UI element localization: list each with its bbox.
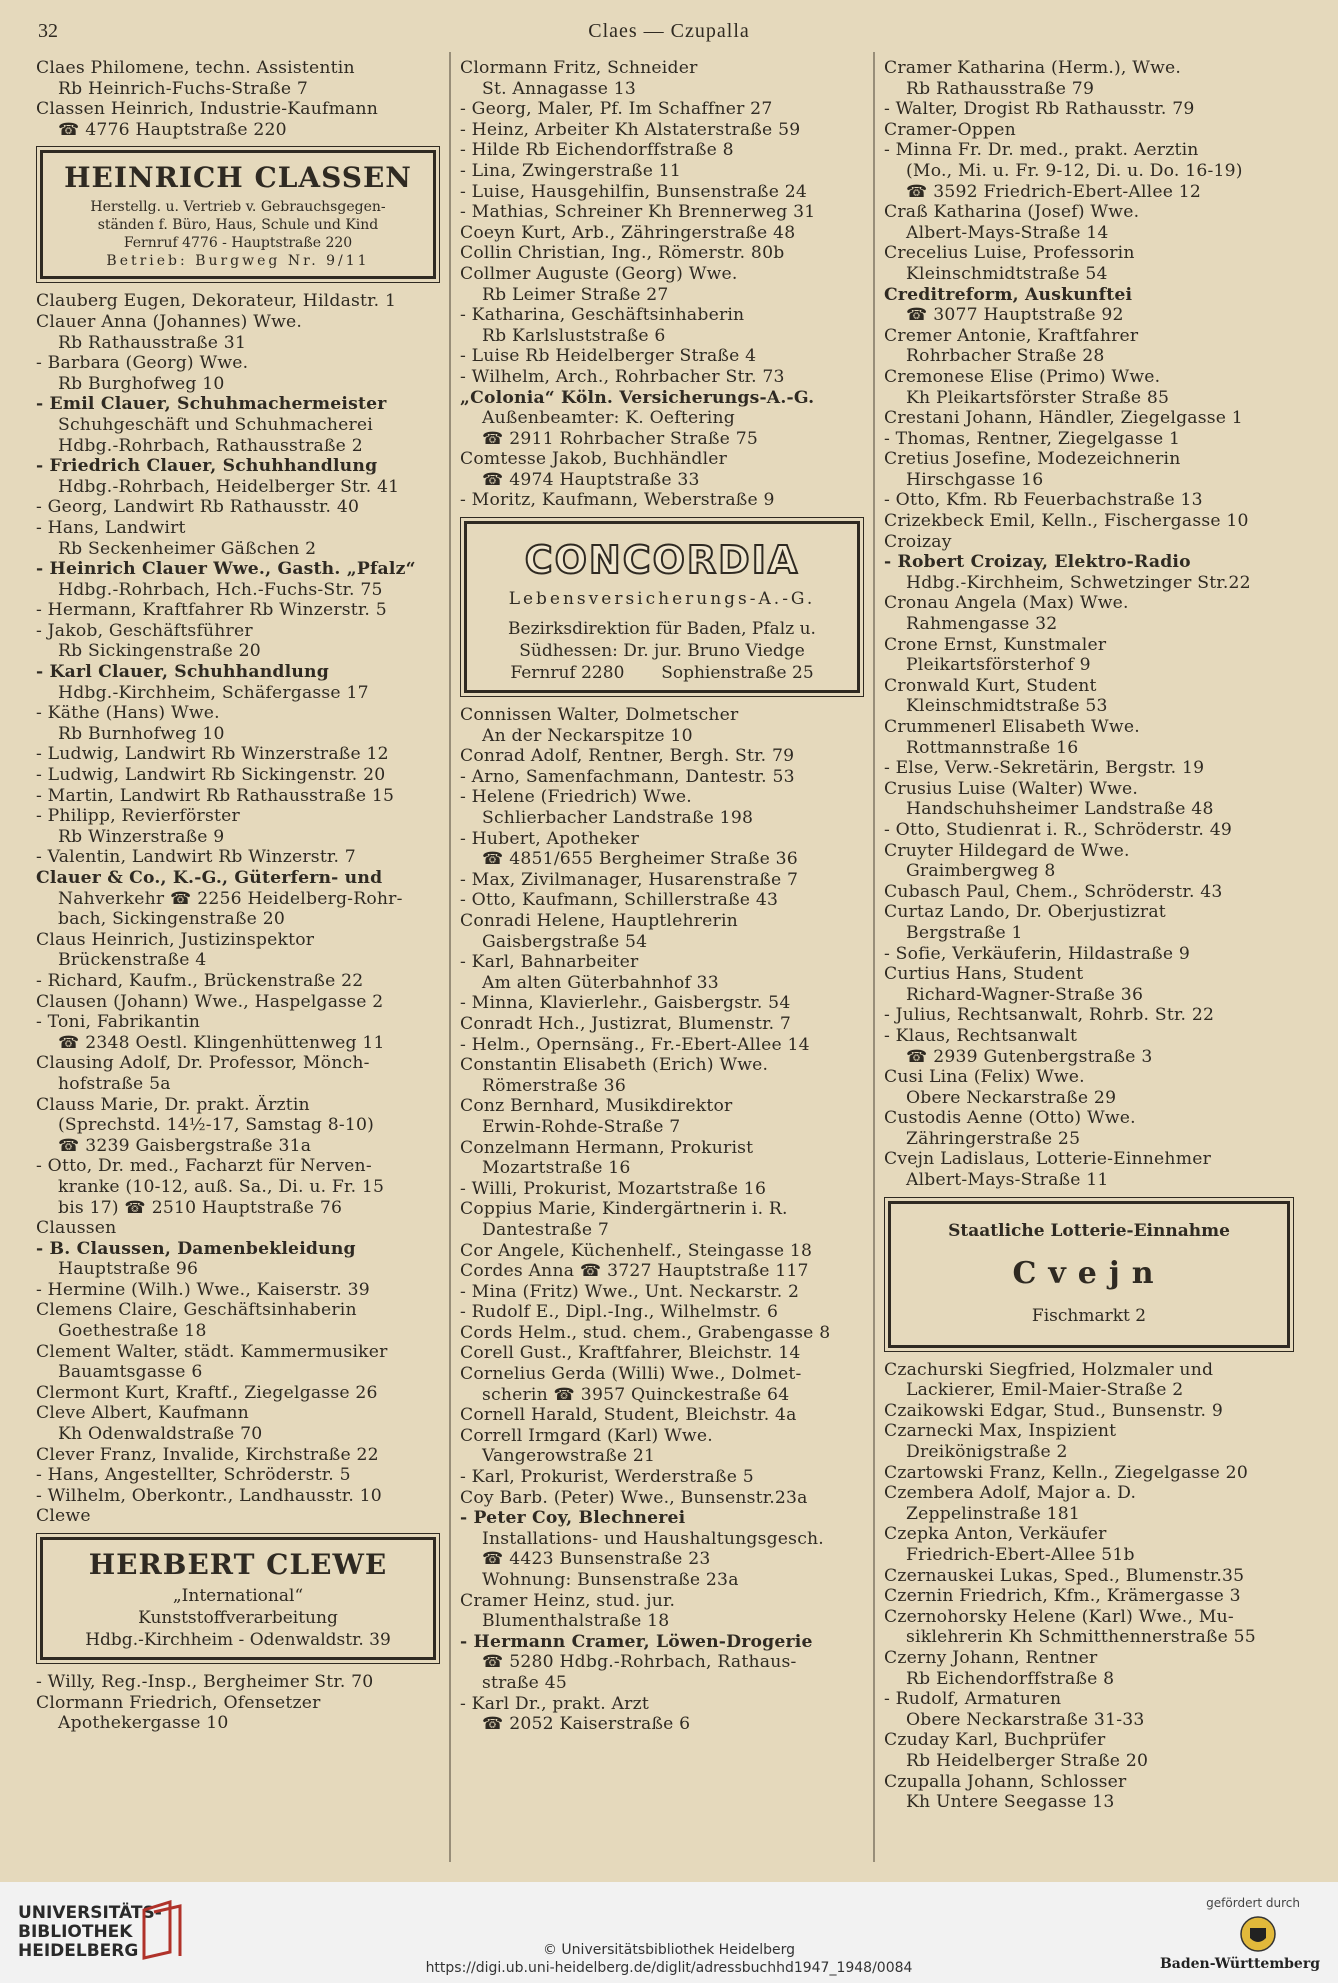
directory-entry-line: Rb Seckenheimer Gäßchen 2: [58, 538, 317, 559]
directory-entry-line: Czernohorsky Helene (Karl) Wwe., Mu-: [884, 1606, 1234, 1627]
directory-entry-line: Cronau Angela (Max) Wwe.: [884, 593, 1129, 614]
directory-entry-line: - Minna Fr. Dr. med., prakt. Aerztin: [884, 140, 1199, 161]
directory-entry-line: Collin Christian, Ing., Römerstr. 80b: [460, 243, 785, 264]
directory-entry-line: Curtius Hans, Student: [884, 964, 1084, 985]
directory-entry-line: - Hans, Landwirt: [36, 517, 186, 538]
ad-concordia: [464, 521, 860, 693]
directory-entry-line: Rb Burghofweg 10: [58, 373, 225, 394]
ad-heinrich-classen: [40, 150, 436, 279]
directory-entry-line: - Ludwig, Landwirt Rb Sickingenstr. 20: [36, 765, 386, 786]
directory-entry-line: Hdbg.-Rohrbach, Heidelberger Str. 41: [58, 476, 400, 497]
directory-entry-line: Apothekergasse 10: [58, 1713, 229, 1734]
directory-entry-line: Rottmannstraße 16: [906, 737, 1079, 758]
directory-entry-line: Cramer-Oppen: [884, 119, 1016, 140]
directory-entry-line: ☎ 4423 Bunsenstraße 23: [482, 1549, 711, 1570]
entry-list: [460, 705, 864, 1735]
directory-entry-line: Czuday Karl, Buchprüfer: [884, 1730, 1106, 1751]
directory-entry-line: Kleinschmidtstraße 53: [906, 696, 1108, 717]
directory-entry-line: - Jakob, Geschäftsführer: [36, 620, 253, 641]
directory-entry-line: Cleve Albert, Kaufmann: [36, 1403, 249, 1424]
directory-entry-line: - Rudolf E., Dipl.-Ing., Wilhelmstr. 6: [460, 1302, 779, 1323]
directory-entry-line: Obere Neckarstraße 31-33: [906, 1709, 1145, 1730]
ad-text: Sophienstraße 25: [661, 663, 814, 684]
directory-entry-line: Hdbg.-Rohrbach, Rathausstraße 2: [58, 435, 363, 456]
directory-entry-line: - Heinrich Clauer Wwe., Gasth. „Pfalz“: [36, 559, 416, 580]
directory-entry-line: Crusius Luise (Walter) Wwe.: [884, 778, 1139, 799]
directory-entry-line: Creditreform, Auskunftei: [884, 284, 1133, 305]
directory-entry-line: Cremer Antonie, Kraftfahrer: [884, 325, 1139, 346]
entry-list: [36, 58, 440, 140]
directory-entry-line: - Barbara (Georg) Wwe.: [36, 353, 249, 374]
directory-entry-line: - Hans, Angestellter, Schröderstr. 5: [36, 1465, 351, 1486]
directory-entry-line: Czembera Adolf, Major a. D.: [884, 1483, 1137, 1504]
directory-entry-line: Claus Heinrich, Justizinspektor: [36, 929, 315, 950]
directory-entry-line: - Peter Coy, Blechnerei: [460, 1508, 686, 1529]
ad-herbert-clewe: [40, 1537, 436, 1660]
directory-entry-line: Goethestraße 18: [58, 1321, 207, 1342]
directory-entry-line: Comtesse Jakob, Buchhändler: [460, 449, 728, 470]
directory-entry-line: - Max, Zivilmanager, Husarenstraße 7: [460, 869, 799, 890]
directory-entry-line: Hauptstraße 96: [58, 1259, 199, 1280]
directory-entry-line: Cornelius Gerda (Willi) Wwe., Dolmet-: [460, 1364, 802, 1385]
directory-entry-line: - Lina, Zwingerstraße 11: [460, 160, 682, 181]
ad-text: „International“: [172, 1586, 304, 1606]
directory-entry-line: Cords Helm., stud. chem., Grabengasse 8: [460, 1322, 831, 1343]
directory-entry-line: Claes Philomene, techn. Assistentin: [36, 58, 355, 78]
ad-text: Staatliche Lotterie-Einnahme: [948, 1220, 1230, 1241]
directory-entry-line: Rb Heinrich-Fuchs-Straße 7: [58, 78, 309, 99]
directory-entry-line: Coeyn Kurt, Arb., Zähringerstraße 48: [460, 222, 796, 243]
ad-title: Cvejn: [1012, 1255, 1166, 1291]
directory-entry-line: Clement Walter, städt. Kammermusiker: [36, 1341, 388, 1362]
directory-entry-line: Constantin Elisabeth (Erich) Wwe.: [460, 1055, 769, 1076]
ad-title: HERBERT CLEWE: [88, 1548, 388, 1581]
directory-entry-line: „Colonia“ Köln. Versicherungs-A.-G.: [460, 387, 815, 408]
directory-entry-line: Hdbg.-Rohrbach, Hch.-Fuchs-Str. 75: [58, 579, 383, 600]
directory-entry-line: Custodis Aenne (Otto) Wwe.: [884, 1108, 1136, 1129]
directory-entry-line: straße 45: [482, 1672, 567, 1693]
directory-entry-line: Crummenerl Elisabeth Wwe.: [884, 717, 1140, 737]
ad-title: HEINRICH CLASSEN: [64, 161, 412, 195]
directory-entry-line: Czerny Johann, Rentner: [884, 1647, 1098, 1668]
directory-entry-line: ☎ 3592 Friedrich-Ebert-Allee 12: [906, 181, 1202, 202]
directory-entry-line: Rb Heidelberger Straße 20: [906, 1750, 1149, 1771]
directory-entry-line: Rb Winzerstraße 9: [58, 826, 225, 847]
directory-entry-line: - Robert Croizay, Elektro-Radio: [884, 552, 1191, 573]
footer: [0, 1882, 1338, 1983]
directory-entry-line: Lackierer, Emil-Maier-Straße 2: [906, 1380, 1184, 1401]
directory-entry-line: Conz Bernhard, Musikdirektor: [460, 1096, 733, 1117]
directory-entry-line: Cremonese Elise (Primo) Wwe.: [884, 366, 1161, 387]
directory-entry-line: Crizekbeck Emil, Kelln., Fischergasse 10: [884, 511, 1249, 532]
directory-entry-line: - Minna, Klavierlehr., Gaisbergstr. 54: [460, 993, 791, 1014]
directory-entry-line: Kh Odenwaldstraße 70: [58, 1424, 263, 1445]
sponsor-label: Baden-Württemberg: [1159, 1956, 1320, 1972]
directory-entry-line: Crone Ernst, Kunstmaler: [884, 634, 1107, 655]
directory-entry-line: Clausing Adolf, Dr. Professor, Mönch-: [36, 1053, 370, 1074]
directory-entry-line: - Otto, Kaufmann, Schillerstraße 43: [460, 890, 779, 911]
directory-entry-line: siklehrerin Kh Schmitthennerstraße 55: [906, 1627, 1256, 1648]
directory-entry-line: Cornell Harald, Student, Bleichstr. 4a: [460, 1405, 797, 1426]
directory-entry-line: Hdbg.-Kirchheim, Schäfergasse 17: [58, 682, 369, 703]
directory-entry-line: Clauss Marie, Dr. prakt. Ärztin: [36, 1094, 310, 1115]
directory-entry-line: - Luise Rb Heidelberger Straße 4: [460, 346, 757, 367]
logo-text: UNIVERSITÄTS-: [18, 1903, 162, 1923]
directory-entry-line: Czupalla Johann, Schlosser: [884, 1771, 1127, 1792]
ad-text: Betrieb: Burgweg Nr. 9/11: [106, 253, 370, 270]
directory-entry-line: (Mo., Mi. u. Fr. 9-12, Di. u. Do. 16-19): [906, 160, 1243, 181]
funded-by-label: gefördert durch: [1206, 1896, 1300, 1910]
ad-text: Lebensversicherungs-A.-G.: [508, 589, 816, 610]
directory-entry-line: - Ludwig, Landwirt Rb Winzerstraße 12: [36, 744, 389, 765]
entry-list: [884, 58, 1294, 1191]
directory-entry-line: Bauamtsgasse 6: [58, 1362, 203, 1383]
directory-entry-line: bach, Sickingenstraße 20: [58, 909, 285, 930]
directory-entry-line: ☎ 4851/655 Bergheimer Straße 36: [482, 849, 798, 870]
directory-entry-line: St. Annagasse 13: [482, 78, 637, 99]
page-number: 32: [38, 20, 58, 42]
directory-entry-line: Rohrbacher Straße 28: [906, 346, 1105, 367]
directory-entry-line: - Valentin, Landwirt Rb Winzerstr. 7: [36, 847, 356, 868]
directory-entry-line: - Rudolf, Armaturen: [884, 1689, 1062, 1710]
directory-entry-line: ☎ 3077 Hauptstraße 92: [906, 305, 1124, 326]
directory-entry-line: Czachurski Siegfried, Holzmaler und: [884, 1359, 1214, 1380]
directory-entry-line: Pleikartsförsterhof 9: [906, 655, 1091, 676]
directory-entry-line: Handschuhsheimer Landstraße 48: [906, 799, 1214, 820]
directory-entry-line: Coy Barb. (Peter) Wwe., Bunsenstr.23a: [460, 1487, 808, 1508]
directory-entry-line: Conradi Helene, Hauptlehrerin: [460, 911, 738, 931]
directory-entry-line: - Willy, Reg.-Insp., Bergheimer Str. 70: [36, 1672, 374, 1692]
directory-entry-line: Hdbg.-Kirchheim, Schwetzinger Str.22: [906, 572, 1251, 593]
directory-entry-line: Crecelius Luise, Professorin: [884, 243, 1135, 264]
directory-entry-line: ☎ 4974 Hauptstraße 33: [482, 469, 700, 490]
directory-entry-line: - Otto, Dr. med., Facharzt für Nerven-: [36, 1156, 372, 1177]
directory-entry-line: Collmer Auguste (Georg) Wwe.: [460, 263, 738, 284]
ad-text: Hdbg.-Kirchheim - Odenwaldstr. 39: [85, 1630, 391, 1650]
directory-entry-line: Rb Rathausstraße 31: [58, 332, 247, 353]
directory-entry-line: Czaikowski Edgar, Stud., Bunsenstr. 9: [884, 1400, 1223, 1421]
directory-entry-line: Czepka Anton, Verkäufer: [884, 1524, 1107, 1545]
directory-entry-line: ☎ 2348 Oestl. Klingenhüttenweg 11: [58, 1032, 385, 1053]
directory-entry-line: Czartowski Franz, Kelln., Ziegelgasse 20: [884, 1462, 1248, 1483]
directory-entry-line: (Sprechstd. 14½-17, Samstag 8-10): [58, 1115, 375, 1136]
directory-entry-line: ☎ 2911 Rohrbacher Straße 75: [482, 428, 758, 449]
directory-entry-line: Schuhgeschäft und Schuhmacherei: [58, 414, 373, 435]
directory-entry-line: Rb Rathausstraße 79: [906, 78, 1095, 99]
directory-entry-line: Cronwald Kurt, Student: [884, 675, 1097, 696]
permalink[interactable]: https://digi.ub.uni-heidelberg.de/diglit/adressbuchhd1947_1948/0084: [425, 1960, 913, 1976]
column-1: [36, 58, 440, 1734]
directory-entry-line: Am alten Güterbahnhof 33: [482, 972, 719, 993]
page-title: Claes — Czupalla: [588, 20, 750, 42]
directory-entry-line: Installations- und Haushaltungsgesch.: [482, 1528, 824, 1549]
directory-entry-line: Czarnecki Max, Inspizient: [884, 1421, 1117, 1442]
ad-text: Kunststoffverarbeitung: [138, 1608, 338, 1628]
directory-entry-line: Clauer Anna (Johannes) Wwe.: [36, 311, 303, 332]
directory-entry-line: Richard-Wagner-Straße 36: [906, 984, 1144, 1005]
entry-list: [884, 1360, 1294, 1813]
directory-entry-line: - Luise, Hausgehilfin, Bunsenstraße 24: [460, 181, 807, 202]
directory-entry-line: Clormann Friedrich, Ofensetzer: [36, 1692, 321, 1713]
directory-entry-line: Cretius Josefine, Modezeichnerin: [884, 449, 1181, 470]
directory-entry-line: Correll Irmgard (Karl) Wwe.: [460, 1425, 713, 1446]
directory-entry-line: Cusi Lina (Felix) Wwe.: [884, 1067, 1085, 1088]
logo-text: BIBLIOTHEK: [18, 1922, 133, 1942]
directory-entry-line: Claussen: [36, 1218, 117, 1239]
directory-entry-line: - Käthe (Hans) Wwe.: [36, 703, 220, 724]
directory-entry-line: Kleinschmidtstraße 54: [906, 263, 1108, 284]
directory-entry-line: Gaisbergstraße 54: [482, 931, 648, 952]
directory-entry-line: - Wilhelm, Oberkontr., Landhausstr. 10: [36, 1485, 382, 1506]
directory-entry-line: - Else, Verw.-Sekretärin, Bergstr. 19: [884, 758, 1205, 779]
directory-entry-line: - Moritz, Kaufmann, Weberstraße 9: [460, 490, 775, 511]
directory-entry-line: Friedrich-Ebert-Allee 51b: [906, 1545, 1135, 1565]
directory-entry-line: - Karl, Prokurist, Werderstraße 5: [460, 1467, 754, 1488]
directory-entry-line: Croizay: [884, 531, 952, 552]
directory-entry-line: Brückenstraße 4: [58, 950, 207, 971]
directory-entry-line: Erwin-Rohde-Straße 7: [482, 1116, 681, 1137]
directory-entry-line: - Hubert, Apotheker: [460, 828, 640, 849]
directory-entry-line: - Toni, Fabrikantin: [36, 1012, 200, 1033]
page-header: [0, 16, 1338, 46]
directory-entry-line: - Sofie, Verkäuferin, Hildastraße 9: [884, 943, 1191, 964]
directory-entry-line: Kh Pleikartsförster Straße 85: [906, 387, 1170, 408]
directory-entry-line: - Richard, Kaufm., Brückenstraße 22: [36, 970, 364, 991]
ad-text: Bezirksdirektion für Baden, Pfalz u.: [508, 619, 816, 640]
directory-entry-line: - Arno, Samenfachmann, Dantestr. 53: [460, 766, 795, 787]
directory-entry-line: Vangerowstraße 21: [482, 1446, 656, 1467]
directory-entry-line: Cvejn Ladislaus, Lotterie-Einnehmer: [884, 1149, 1211, 1170]
directory-entry-line: hofstraße 5a: [58, 1073, 171, 1094]
directory-entry-line: Cubasch Paul, Chem., Schröderstr. 43: [884, 881, 1223, 902]
directory-entry-line: - Karl Clauer, Schuhhandlung: [36, 662, 329, 683]
directory-entry-line: Außenbeamter: K. Oeftering: [482, 408, 735, 429]
directory-entry-line: Bergstraße 1: [906, 922, 1023, 943]
ad-text: Fernruf 2280: [510, 663, 625, 684]
ad-cvejn: [888, 1201, 1290, 1348]
directory-entry-line: Mozartstraße 16: [482, 1158, 631, 1179]
directory-entry-line: Conradt Hch., Justizrat, Blumenstr. 7: [460, 1013, 792, 1034]
logo-text: HEIDELBERG: [18, 1941, 139, 1961]
directory-entry-line: Hirschgasse 16: [906, 469, 1044, 490]
directory-entry-line: - Heinz, Arbeiter Kh Alstaterstraße 59: [460, 119, 801, 140]
directory-entry-line: Czernin Friedrich, Kfm., Krämergasse 3: [884, 1586, 1241, 1607]
column-rule: [449, 52, 451, 1862]
directory-entry-line: An der Neckarspitze 10: [482, 725, 693, 746]
directory-entry-line: ☎ 4776 Hauptstraße 220: [58, 119, 287, 140]
directory-entry-line: - Mathias, Schreiner Kh Brennerweg 31: [460, 202, 816, 223]
entry-list: [36, 291, 440, 1527]
directory-entry-line: - Wilhelm, Arch., Rohrbacher Str. 73: [460, 366, 785, 387]
directory-entry-line: - Martin, Landwirt Rb Rathausstraße 15: [36, 785, 395, 806]
directory-entry-line: ☎ 3239 Gaisbergstraße 31a: [58, 1135, 312, 1156]
directory-entry-line: Rb Burnhofweg 10: [58, 723, 225, 744]
directory-entry-line: Clermont Kurt, Kraftf., Ziegelgasse 26: [36, 1382, 378, 1403]
ad-logo: CONCORDIA: [524, 538, 800, 583]
directory-entry-line: Cramer Heinz, stud. jur.: [460, 1590, 676, 1611]
directory-entry-line: ☎ 5280 Hdbg.-Rohrbach, Rathaus-: [482, 1652, 797, 1673]
directory-entry-line: - Friedrich Clauer, Schuhhandlung: [36, 456, 378, 477]
directory-entry-line: Nahverkehr ☎ 2256 Heidelberg-Rohr-: [58, 888, 403, 909]
directory-entry-line: Schlierbacher Landstraße 198: [482, 808, 754, 829]
directory-entry-line: Zeppelinstraße 181: [906, 1503, 1081, 1524]
directory-entry-line: - Emil Clauer, Schuhmachermeister: [36, 394, 387, 415]
directory-entry-line: Connissen Walter, Dolmetscher: [460, 705, 739, 726]
directory-entry-line: Clemens Claire, Geschäftsinhaberin: [36, 1300, 357, 1321]
directory-entry-line: Crestani Johann, Händler, Ziegelgasse 1: [884, 408, 1243, 429]
directory-entry-line: - Helene (Friedrich) Wwe.: [460, 787, 692, 808]
directory-entry-line: - Willi, Prokurist, Mozartstraße 16: [460, 1178, 767, 1199]
directory-entry-line: Albert-Mays-Straße 11: [906, 1170, 1109, 1191]
directory-entry-line: - Julius, Rechtsanwalt, Rohrb. Str. 22: [884, 1005, 1215, 1026]
directory-entry-line: ☎ 2939 Gutenbergstraße 3: [906, 1046, 1153, 1067]
entry-list: [460, 58, 864, 511]
copyright-notice: © Universitätsbibliothek Heidelberg: [542, 1942, 795, 1958]
directory-entry-line: Rb Sickingenstraße 20: [58, 641, 261, 662]
directory-entry-line: Rb Karlsluststraße 6: [482, 325, 666, 346]
directory-entry-line: - Walter, Drogist Rb Rathausstr. 79: [884, 99, 1195, 120]
directory-entry-line: - Katharina, Geschäftsinhaberin: [460, 305, 745, 326]
ad-text: Herstellg. u. Vertrieb v. Gebrauchsgegen-: [90, 199, 386, 216]
directory-entry-line: - Karl, Bahnarbeiter: [460, 952, 639, 973]
directory-entry-line: Dreikönigstraße 2: [906, 1442, 1068, 1463]
directory-entry-line: Albert-Mays-Straße 14: [906, 222, 1109, 243]
directory-entry-line: Cordes Anna ☎ 3727 Hauptstraße 117: [460, 1261, 809, 1282]
directory-entry-line: Coppius Marie, Kindergärtnerin i. R.: [460, 1199, 788, 1220]
directory-entry-line: - Philipp, Revierförster: [36, 806, 240, 827]
directory-entry-line: Clever Franz, Invalide, Kirchstraße 22: [36, 1444, 379, 1465]
directory-entry-line: bis 17) ☎ 2510 Hauptstraße 76: [58, 1197, 343, 1218]
directory-entry-line: Clormann Fritz, Schneider: [460, 58, 698, 78]
ad-text: Fischmarkt 2: [1031, 1305, 1147, 1326]
directory-entry-line: Rb Leimer Straße 27: [482, 284, 669, 305]
directory-entry-line: Clausen (Johann) Wwe., Haspelgasse 2: [36, 991, 384, 1012]
directory-entry-line: Wohnung: Bunsenstraße 23a: [482, 1570, 739, 1590]
directory-entry-line: Rahmengasse 32: [906, 614, 1058, 635]
directory-entry-line: - Hermine (Wilh.) Wwe., Kaiserstr. 39: [36, 1279, 370, 1300]
column-2: [460, 58, 864, 1735]
directory-entry-line: - Klaus, Rechtsanwalt: [884, 1025, 1078, 1046]
directory-entry-line: - Georg, Maler, Pf. Im Schaffner 27: [460, 99, 773, 120]
directory-entry-line: scherin ☎ 3957 Quinckestraße 64: [482, 1384, 790, 1405]
directory-entry-line: - Mina (Fritz) Wwe., Unt. Neckarstr. 2: [460, 1281, 800, 1302]
directory-entry-line: - Hermann, Kraftfahrer Rb Winzerstr. 5: [36, 600, 387, 621]
directory-entry-line: - Helm., Opernsäng., Fr.-Ebert-Allee 14: [460, 1034, 810, 1055]
directory-entry-line: Obere Neckarstraße 29: [906, 1087, 1117, 1108]
directory-entry-line: - Georg, Landwirt Rb Rathausstr. 40: [36, 497, 360, 518]
directory-entry-line: - Thomas, Rentner, Ziegelgasse 1: [884, 428, 1181, 449]
ad-text: Fernruf 4776 - Hauptstraße 220: [123, 235, 353, 252]
directory-entry-line: Rb Eichendorffstraße 8: [906, 1668, 1115, 1689]
ad-text: Südhessen: Dr. jur. Bruno Viedge: [519, 641, 805, 662]
directory-entry-line: Czernauskei Lukas, Sped., Blumenstr.35: [884, 1565, 1245, 1586]
directory-entry-line: - Hilde Rb Eichendorffstraße 8: [460, 140, 734, 161]
directory-entry-line: Clauberg Eugen, Dekorateur, Hildastr. 1: [36, 291, 397, 312]
directory-entry-line: Kh Untere Seegasse 13: [906, 1792, 1115, 1813]
directory-entry-line: Classen Heinrich, Industrie-Kaufmann: [36, 99, 379, 120]
directory-entry-line: Clauer & Co., K.-G., Güterfern- und: [36, 868, 383, 888]
directory-entry-line: - B. Claussen, Damenbekleidung: [36, 1238, 356, 1259]
directory-entry-line: - Karl Dr., prakt. Arzt: [460, 1693, 649, 1714]
directory-entry-line: Römerstraße 36: [482, 1075, 626, 1096]
entry-list: [36, 1672, 440, 1734]
directory-entry-line: - Hermann Cramer, Löwen-Drogerie: [460, 1631, 813, 1652]
directory-entry-line: Cor Angele, Küchenhelf., Steingasse 18: [460, 1240, 813, 1261]
directory-entry-line: Cramer Katharina (Herm.), Wwe.: [884, 58, 1182, 78]
directory-entry-line: Dantestraße 7: [482, 1219, 610, 1240]
directory-entry-line: Conzelmann Hermann, Prokurist: [460, 1137, 754, 1158]
directory-entry-line: Graimbergweg 8: [906, 861, 1056, 882]
directory-entry-line: Conrad Adolf, Rentner, Bergh. Str. 79: [460, 746, 795, 767]
coat-of-arms-icon: [1240, 1916, 1276, 1952]
directory-entry-line: Blumenthalstraße 18: [482, 1611, 670, 1632]
directory-entry-line: kranke (10-12, auß. Sa., Di. u. Fr. 15: [58, 1176, 385, 1197]
directory-entry-line: - Otto, Studienrat i. R., Schröderstr. 49: [884, 819, 1233, 840]
directory-entry-line: Clewe: [36, 1506, 91, 1527]
directory-entry-line: Zähringerstraße 25: [906, 1128, 1081, 1149]
directory-entry-line: - Otto, Kfm. Rb Feuerbachstraße 13: [884, 490, 1203, 511]
column-3: [884, 58, 1294, 1813]
directory-entry-line: Corell Gust., Kraftfahrer, Bleichstr. 14: [460, 1343, 801, 1364]
directory-entry-line: Craß Katharina (Josef) Wwe.: [884, 202, 1140, 223]
column-rule: [873, 52, 875, 1862]
directory-entry-line: Curtaz Lando, Dr. Oberjustizrat: [884, 902, 1166, 923]
ad-contact: [473, 662, 851, 684]
directory-entry-line: Cruyter Hildegard de Wwe.: [884, 840, 1130, 861]
ad-text: ständen f. Büro, Haus, Schule und Kind: [97, 217, 379, 234]
directory-entry-line: ☎ 2052 Kaiserstraße 6: [482, 1714, 691, 1735]
